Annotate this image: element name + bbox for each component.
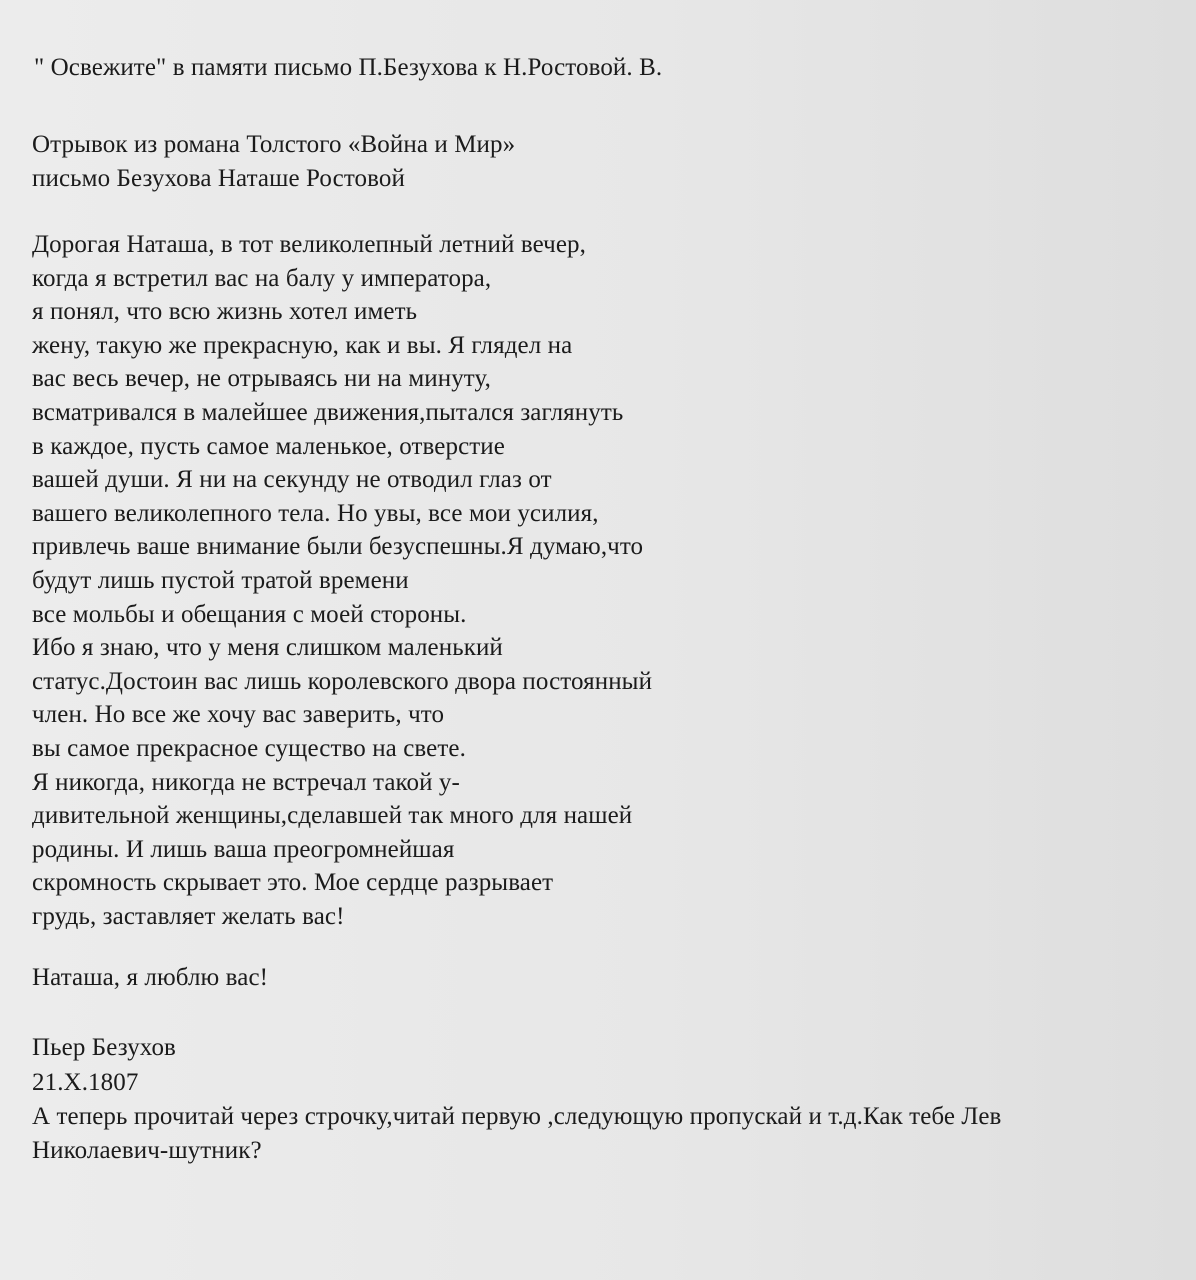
intro-line: Отрывок из романа Толстого «Война и Мир» [32,131,516,158]
letter-line: скромность скрывает это. Мое сердце разрывает [32,869,554,897]
letter-body [32,228,652,933]
letter-line: я понял, что всю жизнь хотел иметь [32,298,418,326]
letter-line: дивительной женщины,сделавшей так много для нашей [32,802,633,830]
letter-date: 21.X.1807 [32,1069,139,1096]
reading-note: А теперь прочитай через строчку,читай первую ,следующую пропускай и т.д.Как тебе Лев [32,1103,1002,1130]
intro-line: письмо Безухова Наташе Ростовой [32,165,405,192]
letter-line: статус.Достоин вас лишь королевского двора постоянный [32,667,653,695]
letter-line: жену, такую же прекрасную, как и вы. Я глядел на [32,331,573,359]
letter-line: родины. И лишь ваша преогромнейшая [32,835,455,863]
page-heading: " Освежите" в памяти письмо П.Безухова к Н.Ростовой. В. [34,54,663,81]
letter-line: член. Но все же хочу вас заверить, что [32,701,445,729]
letter-line: грудь, заставляет желать вас! [32,902,345,930]
letter-line: Я никогда, никогда не встречал такой у- [32,768,460,796]
reading-note: Николаевич-шутник? [32,1137,262,1164]
letter-line: будут лишь пустой тратой времени [32,566,409,594]
letter-line: привлечь ваше внимание были безуспешны.Я думаю,что [32,533,644,561]
letter-line: вашего великолепного тела. Но увы, все мои усилия, [32,499,599,527]
letter-line: вашей души. Я ни на секунду не отводил глаз от [32,466,552,494]
letter-signature: Пьер Безухов [32,1034,176,1061]
letter-line: Дорогая Наташа, в тот великолепный летний вечер, [32,231,586,258]
letter-line: вы самое прекрасное существо на свете. [32,734,466,762]
letter-line: когда я встретил вас на балу у императора, [32,264,492,292]
letter-line: все мольбы и обещания с моей стороны. [32,600,467,628]
letter-closing: Наташа, я люблю вас! [32,964,269,991]
letter-line: Ибо я знаю, что у меня слишком маленький [32,634,503,662]
letter-line: в каждое, пусть самое маленькое, отверстие [32,432,505,460]
letter-line: всматривался в малейшее движения,пытался заглянуть [32,398,624,426]
letter-line: вас весь вечер, не отрываясь ни на минуту, [32,365,491,393]
